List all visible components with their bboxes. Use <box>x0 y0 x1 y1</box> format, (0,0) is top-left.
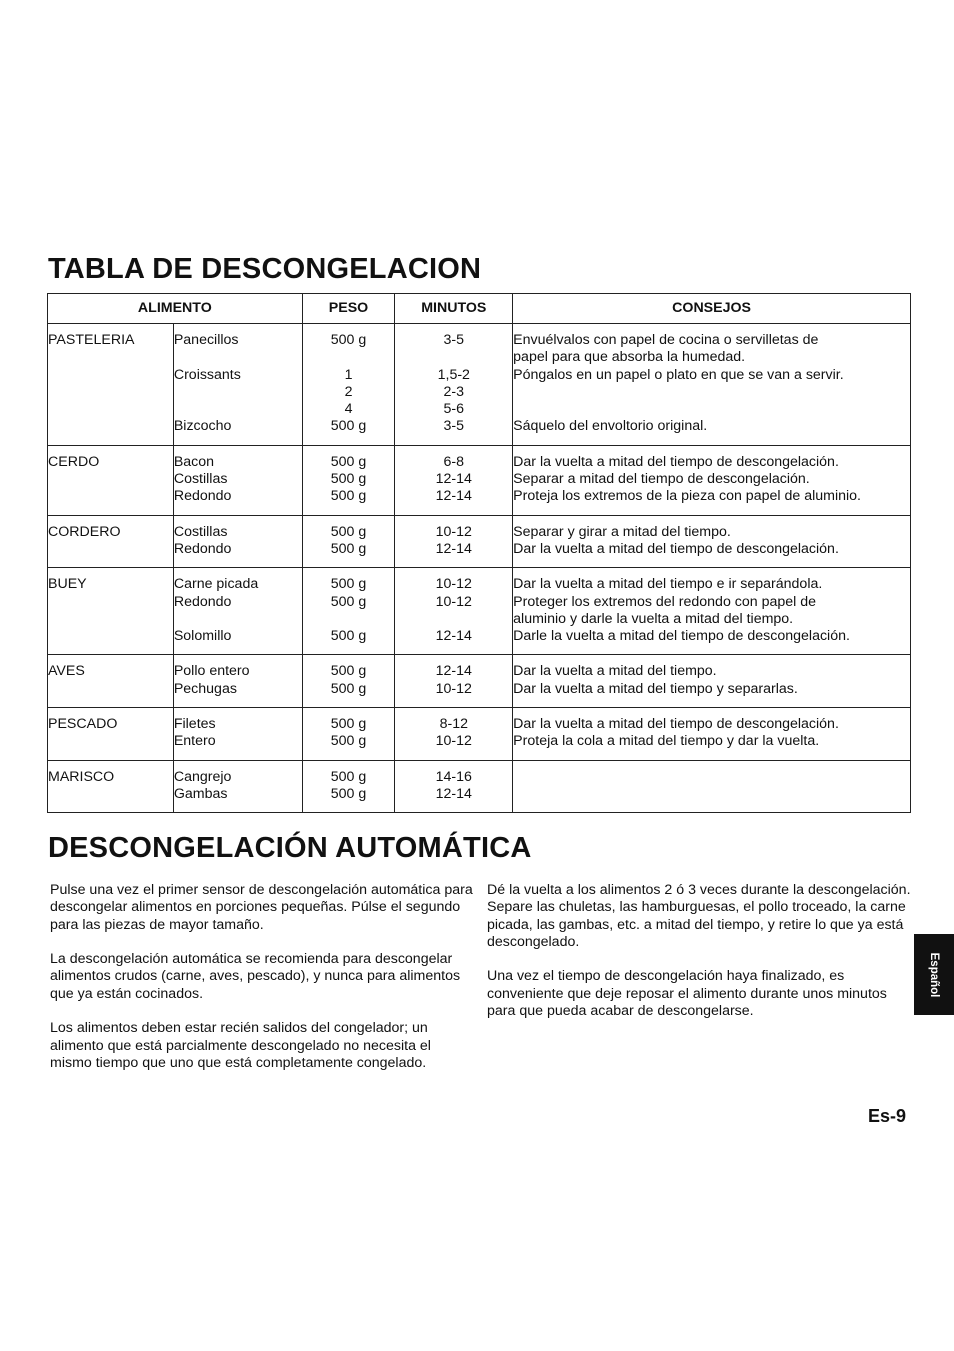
language-tab-label: Español <box>928 952 940 997</box>
cell-minutes <box>395 655 513 708</box>
paragraph: Una vez el tiempo de descongelación haya finalizado, es conveniente que deje reposar el alimento durante unos minutos para que pueda acabar de descongelarse. <box>487 968 887 1020</box>
header-minutes: MINUTOS <box>395 294 513 324</box>
cell-items <box>173 324 302 446</box>
cell-minutes-line: 12-14 <box>435 628 472 645</box>
cell-weight <box>302 445 395 515</box>
defrost-table-title: TABLA DE DESCONGELACION <box>48 253 482 285</box>
cell-weight <box>302 568 395 655</box>
cell-items-line <box>174 401 302 418</box>
cell-weight-line: 500 g <box>330 716 367 733</box>
cell-weight-line: 500 g <box>330 453 367 470</box>
cell-items-line: Costillas <box>173 523 228 540</box>
cell-weight-line: 500 g <box>330 523 367 540</box>
cell-minutes-line: 8-12 <box>439 716 468 733</box>
table-header-row <box>48 294 911 324</box>
cell-tips <box>513 445 911 515</box>
cell-minutes-line: 3-5 <box>443 332 465 348</box>
paragraph: Dé la vuelta a los alimentos 2 ó 3 veces durante la descongelación. Separe las chuletas, las hamburguesas, el pollo troceado, la carne picada, las gambas, etc. a mitad del tiempo, y retire lo que ya está descongelado. <box>487 882 911 950</box>
cell-items-line: Solomillo <box>173 628 232 645</box>
cell-tips-line: Separar y girar a mitad del tiempo. <box>513 523 731 540</box>
table-row <box>48 515 911 568</box>
cell-minutes-line: 10-12 <box>435 576 472 593</box>
cell-weight-line: 500 g <box>330 785 367 802</box>
page-number: Es-9 <box>867 1106 906 1126</box>
paragraph: Los alimentos deben estar recién salidos del congelador; un alimento que está parcialmente descongelado no necesita el mismo tiempo que uno que está completamente congelado. <box>50 1020 431 1071</box>
cell-minutes-line: 10-12 <box>435 593 472 610</box>
cell-items <box>173 445 302 515</box>
cell-items-line <box>174 611 302 628</box>
cell-tips <box>513 655 911 708</box>
cell-category <box>48 324 174 446</box>
cell-minutes-line: 3-5 <box>443 418 465 435</box>
cell-items-line: Redondo <box>173 488 232 505</box>
cell-items-line: Bizcocho <box>173 418 232 435</box>
paragraph: Pulse una vez el primer sensor de descongelación automática para descongelar alimentos en porciones pequeñas. Púlse el segundo para las piezas de mayor tamaño. <box>50 882 473 933</box>
cell-items-line: Panecillos <box>173 332 239 348</box>
cell-weight <box>302 708 395 761</box>
cell-tips-line: Dar la vuelta a mitad del tiempo y separarlas. <box>513 680 798 697</box>
cell-items-line: Bacon <box>173 453 215 470</box>
cell-minutes <box>395 515 513 568</box>
cell-weight-line: 500 g <box>330 418 367 435</box>
cell-minutes-line: 12-14 <box>435 540 472 557</box>
cell-category <box>48 708 174 761</box>
cell-minutes-line <box>395 611 512 628</box>
cell-minutes-line <box>395 349 512 366</box>
cell-tips-line: aluminio y darle la vuelta a mitad del tiempo. <box>513 610 794 627</box>
cell-weight <box>302 655 395 708</box>
header-weight: PESO <box>302 294 395 324</box>
cell-weight <box>302 515 395 568</box>
category-label: MARISCO <box>48 768 115 785</box>
cell-items-line: Carne picada <box>173 576 259 593</box>
defrost-table <box>47 293 911 813</box>
cell-category <box>48 445 174 515</box>
cell-category <box>48 760 174 813</box>
cell-tips-line: Dar la vuelta a mitad del tiempo de descongelación. <box>513 540 839 557</box>
cell-tips <box>513 515 911 568</box>
auto-defrost-left-column <box>50 882 475 1090</box>
cell-minutes-line: 12-14 <box>435 663 472 680</box>
cell-minutes <box>395 445 513 515</box>
cell-weight <box>302 760 395 813</box>
cell-category <box>48 515 174 568</box>
category-label: PESCADO <box>48 716 118 733</box>
cell-minutes <box>395 760 513 813</box>
cell-items-line: Costillas <box>173 471 228 488</box>
cell-minutes <box>395 568 513 655</box>
cell-category <box>48 655 174 708</box>
category-label: CORDERO <box>48 523 121 540</box>
cell-items-line: Pollo entero <box>173 663 250 680</box>
cell-tips-line: Proteja los extremos de la pieza con papel de aluminio. <box>513 488 861 505</box>
cell-items-line: Entero <box>173 733 216 750</box>
cell-weight-line: 500 g <box>330 332 367 348</box>
cell-tips-line: Sáquelo del envoltorio original. <box>513 418 708 435</box>
cell-tips-line: Dar la vuelta a mitad del tiempo de descongelación. <box>513 453 839 470</box>
cell-weight-line: 500 g <box>330 663 367 680</box>
cell-tips <box>513 708 911 761</box>
cell-tips <box>513 568 911 655</box>
cell-weight-line: 4 <box>344 401 353 418</box>
cell-weight-line <box>303 611 395 628</box>
table-row <box>48 568 911 655</box>
cell-tips-line: Proteger los extremos del redondo con papel de <box>513 593 817 610</box>
cell-minutes-line: 5-6 <box>443 401 465 418</box>
cell-minutes <box>395 708 513 761</box>
cell-items-line: Croissants <box>173 366 241 383</box>
table-row <box>48 324 911 446</box>
cell-tips-line: Póngalos en un papel o plato en que se van a servir. <box>513 366 844 383</box>
cell-items-line: Redondo <box>173 593 232 610</box>
auto-defrost-right-column <box>487 882 912 1038</box>
category-label: BUEY <box>48 576 87 593</box>
cell-items-line: Filetes <box>173 716 216 733</box>
table-row <box>48 760 911 813</box>
cell-weight-line: 500 g <box>330 680 367 697</box>
cell-items <box>173 568 302 655</box>
cell-weight-line: 500 g <box>330 540 367 557</box>
auto-defrost-title: DESCONGELACIÓN AUTOMÁTICA <box>48 832 532 864</box>
header-food: ALIMENTO <box>48 294 303 324</box>
category-label: CERDO <box>48 453 100 470</box>
cell-tips <box>513 324 911 446</box>
cell-weight-line: 1 <box>344 366 353 383</box>
cell-items <box>173 655 302 708</box>
cell-tips <box>513 760 911 813</box>
cell-items-line: Redondo <box>173 540 232 557</box>
cell-tips-line <box>513 384 910 401</box>
cell-items-line: Cangrejo <box>173 768 232 785</box>
cell-tips-line: Darle la vuelta a mitad del tiempo de descongelación. <box>513 628 850 645</box>
paragraph: La descongelación automática se recomienda para descongelar alimentos crudos (carne, aves, pescado), y nunca para alimentos que ya están cocinados. <box>50 951 461 1002</box>
cell-tips-line <box>513 769 910 786</box>
cell-minutes-line: 1,5-2 <box>437 366 470 383</box>
table-row <box>48 708 911 761</box>
cell-items-line: Pechugas <box>173 680 237 697</box>
cell-tips-line: Envuélvalos con papel de cocina o servilletas de <box>513 332 819 348</box>
table-row <box>48 655 911 708</box>
category-label: AVES <box>48 663 85 680</box>
cell-minutes-line: 10-12 <box>435 733 472 750</box>
cell-minutes-line: 2-3 <box>443 383 465 400</box>
cell-items-line: Gambas <box>173 785 228 802</box>
cell-weight-line: 500 g <box>330 628 367 645</box>
cell-items-line <box>174 349 302 366</box>
cell-weight-line <box>303 349 395 366</box>
cell-tips-line: papel para que absorba la humedad. <box>513 349 746 366</box>
cell-minutes-line: 6-8 <box>443 453 465 470</box>
cell-tips-line: Dar la vuelta a mitad del tiempo de descongelación. <box>513 716 839 733</box>
cell-tips-line: Separar a mitad del tiempo de descongelación. <box>513 471 810 488</box>
cell-tips-line <box>513 786 910 803</box>
cell-minutes-line: 12-14 <box>435 785 472 802</box>
cell-weight-line: 500 g <box>330 576 367 593</box>
cell-weight-line: 500 g <box>330 471 367 488</box>
cell-minutes <box>395 324 513 446</box>
cell-minutes-line: 12-14 <box>435 471 472 488</box>
cell-weight <box>302 324 395 446</box>
cell-category <box>48 568 174 655</box>
cell-minutes-line: 12-14 <box>435 488 472 505</box>
cell-minutes-line: 10-12 <box>435 680 472 697</box>
cell-weight-line: 500 g <box>330 488 367 505</box>
cell-tips-line: Dar la vuelta a mitad del tiempo e ir separándola. <box>513 576 823 593</box>
table-row <box>48 445 911 515</box>
cell-weight-line: 2 <box>344 383 353 400</box>
header-tips: CONSEJOS <box>513 294 911 324</box>
cell-tips-line: Dar la vuelta a mitad del tiempo. <box>513 663 717 680</box>
cell-minutes-line: 10-12 <box>435 523 472 540</box>
cell-items-line <box>174 384 302 401</box>
category-label: PASTELERIA <box>48 332 135 348</box>
cell-weight-line: 500 g <box>330 593 367 610</box>
cell-items <box>173 760 302 813</box>
cell-items <box>173 708 302 761</box>
language-tab <box>914 934 954 1015</box>
cell-items <box>173 515 302 568</box>
cell-tips-line: Proteja la cola a mitad del tiempo y dar la vuelta. <box>513 733 820 750</box>
table-body <box>48 324 911 813</box>
cell-weight-line: 500 g <box>330 768 367 785</box>
cell-weight-line: 500 g <box>330 733 367 750</box>
cell-minutes-line: 14-16 <box>435 768 472 785</box>
cell-tips-line <box>513 401 910 418</box>
